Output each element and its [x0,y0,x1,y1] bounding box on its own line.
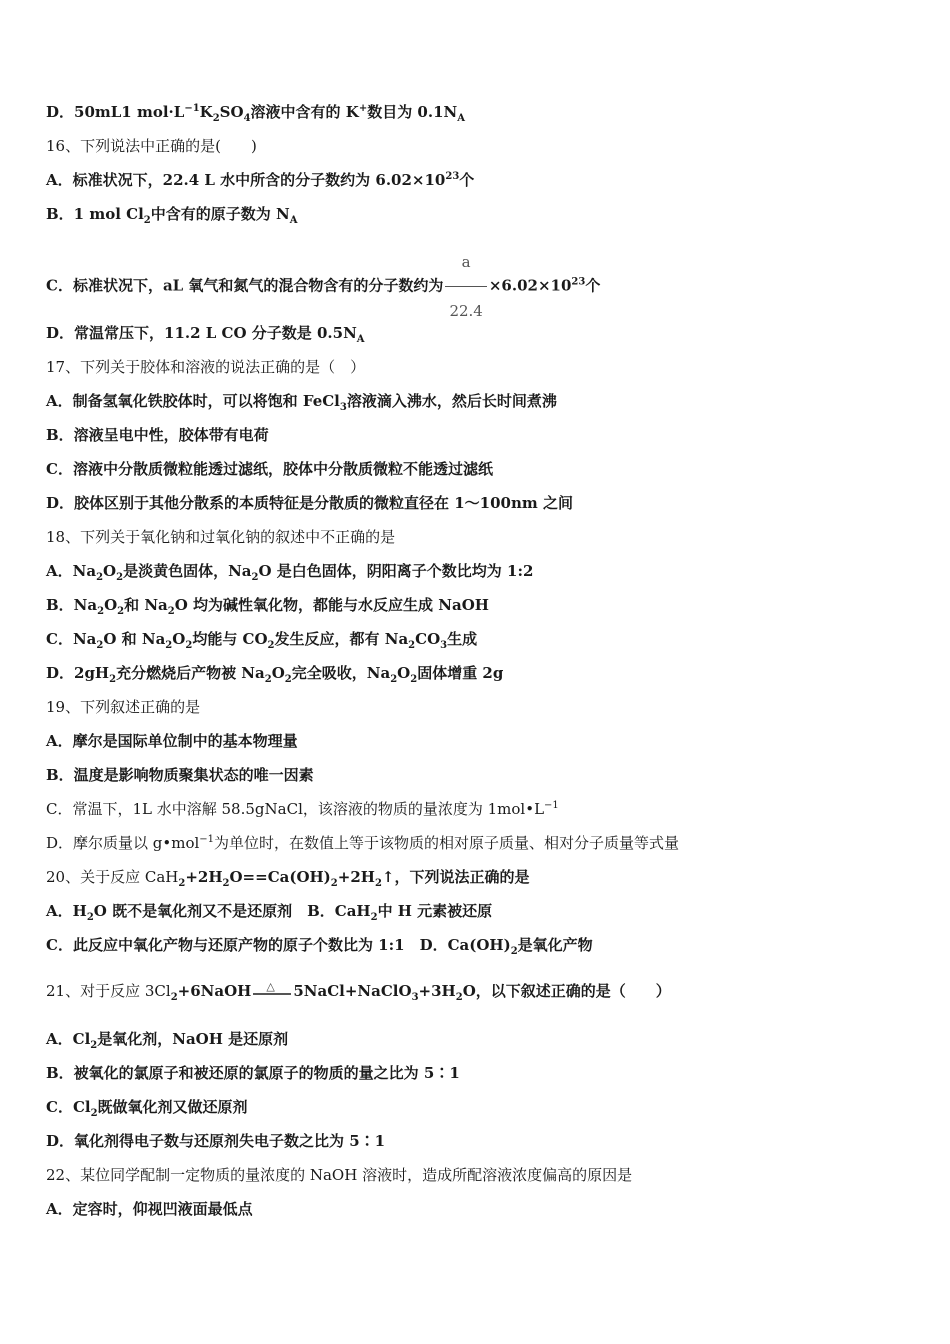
q20-options-ab: A．$H_2O$ 既不是氧化剂又不是还原剂 B．CaH$_2$中 H 元素被还原 [46,902,493,923]
q18-option-d: D．$2gH_2$充分燃烧后产物被 $Na_2O_2$完全吸收，$Na_2O_2$固体增重 2g [46,664,504,685]
q21-option-a: A．$Cl_2$是氧化剂，NaOH 是还原剂 [46,1030,289,1051]
q18-option-b: B．$Na_2O_2$和 $Na_2O$ 均为碱性氧化物，都能与水反应生成 NaOH [46,596,489,617]
q16-stem: 16、下列说法中正确的是( ) [46,137,257,155]
q21-option-b: B．被氧化的氯原子和被还原的氯原子的物质的量之比为 5∶1 [46,1064,460,1082]
q22-stem: 22、某位同学配制一定物质的量浓度的 NaOH 溶液时，造成所配溶液浓度偏高的原因是 [46,1166,633,1184]
q17-option-c: C．溶液中分散质微粒能透过滤纸，胶体中分散质微粒不能透过滤纸 [46,460,493,478]
q22-option-a: A．定容时，仰视凹液面最低点 [46,1200,253,1218]
q16-option-d: D．常温常压下，11.2 L CO 分子数是 $0.5N_A$ [46,324,365,345]
q21-option-d: D．氧化剂得电子数与还原剂失电子数之比为 5∶1 [46,1132,386,1150]
q20-stem: 20、关于反应 $CaH_2+2H_2O==Ca(OH)_2+2H_2↑$，下列说法正确的是 [46,868,530,889]
q17-option-d: D．胶体区别于其他分散系的本质特征是分散质的微粒直径在 1～100nm 之间 [46,494,573,512]
q19-option-d: D．摩尔质量以 g•mol$^{-1}$为单位时，在数值上等于该物质的相对原子质量、相对分子质量等式量 [46,834,680,852]
q18-option-a: A．$Na_2O_2$是淡黄色固体，$Na_2O$ 是白色固体，阴阳离子个数比均为 1:2 [46,562,534,583]
q17-option-b: B．溶液呈电中性，胶体带有电荷 [46,426,269,444]
q19-option-c: C．常温下，1L 水中溶解 58.5gNaCl，该溶液的物质的量浓度为 $1mol•L^{-1}$ [46,800,559,818]
fraction: $\frac{a}{22.4}$ [445,240,486,333]
q21-option-c: C．$Cl_2$既做氧化剂又做还原剂 [46,1098,248,1119]
q19-option-a: A．摩尔是国际单位制中的基本物理量 [46,732,298,750]
q20-options-cd: C．此反应中氧化产物与还原产物的原子个数比为 1:1 D．$Ca(OH)_2$是氧化产物 [46,936,593,957]
q16-option-c: C．标准状况下，aL 氧气和氮气的混合物含有的分子数约为 $\frac{a}{22.4}$ $\times 6.02\times 10^{23}$个 [46,240,910,333]
q18-option-c: C．$Na_2O$ 和 $Na_2O_2$均能与 $CO_2$发生反应，都有 $Na_2CO_3$生成 [46,630,478,651]
q19-option-b: B．温度是影响物质聚集状态的唯一因素 [46,766,314,784]
q18-stem: 18、下列关于氧化钠和过氧化钠的叙述中不正确的是 [46,528,396,546]
q21-stem: 21、对于反应 $3Cl_2+6NaOH$ △ $5NaCl+NaClO_3+3H_2O$，以下叙述正确的是（ ） [46,980,910,1002]
q17-stem: 17、下列关于胶体和溶液的说法正确的是（ ） [46,358,366,376]
q15-option-d: D．50mL1 $mol\cdot L^{-1}K_2SO_4$溶液中含有的 K+数目为 $0.1N_A$ [46,103,465,124]
q19-stem: 19、下列叙述正确的是 [46,698,201,716]
q16-option-b: B．1 mol $Cl_2$中含有的原子数为 $N_A$ [46,205,298,226]
triangle-heat-icon: △ [266,980,275,993]
q16-option-a: A．标准状况下，22.4 L 水中所含的分子数约为 $6.02\times 10^{23}$个 [46,171,475,189]
q17-option-a: A．制备氢氧化铁胶体时，可以将饱和 FeCl$_3$溶液滴入沸水，然后长时间煮沸 [46,392,557,413]
heat-arrow [253,980,291,999]
